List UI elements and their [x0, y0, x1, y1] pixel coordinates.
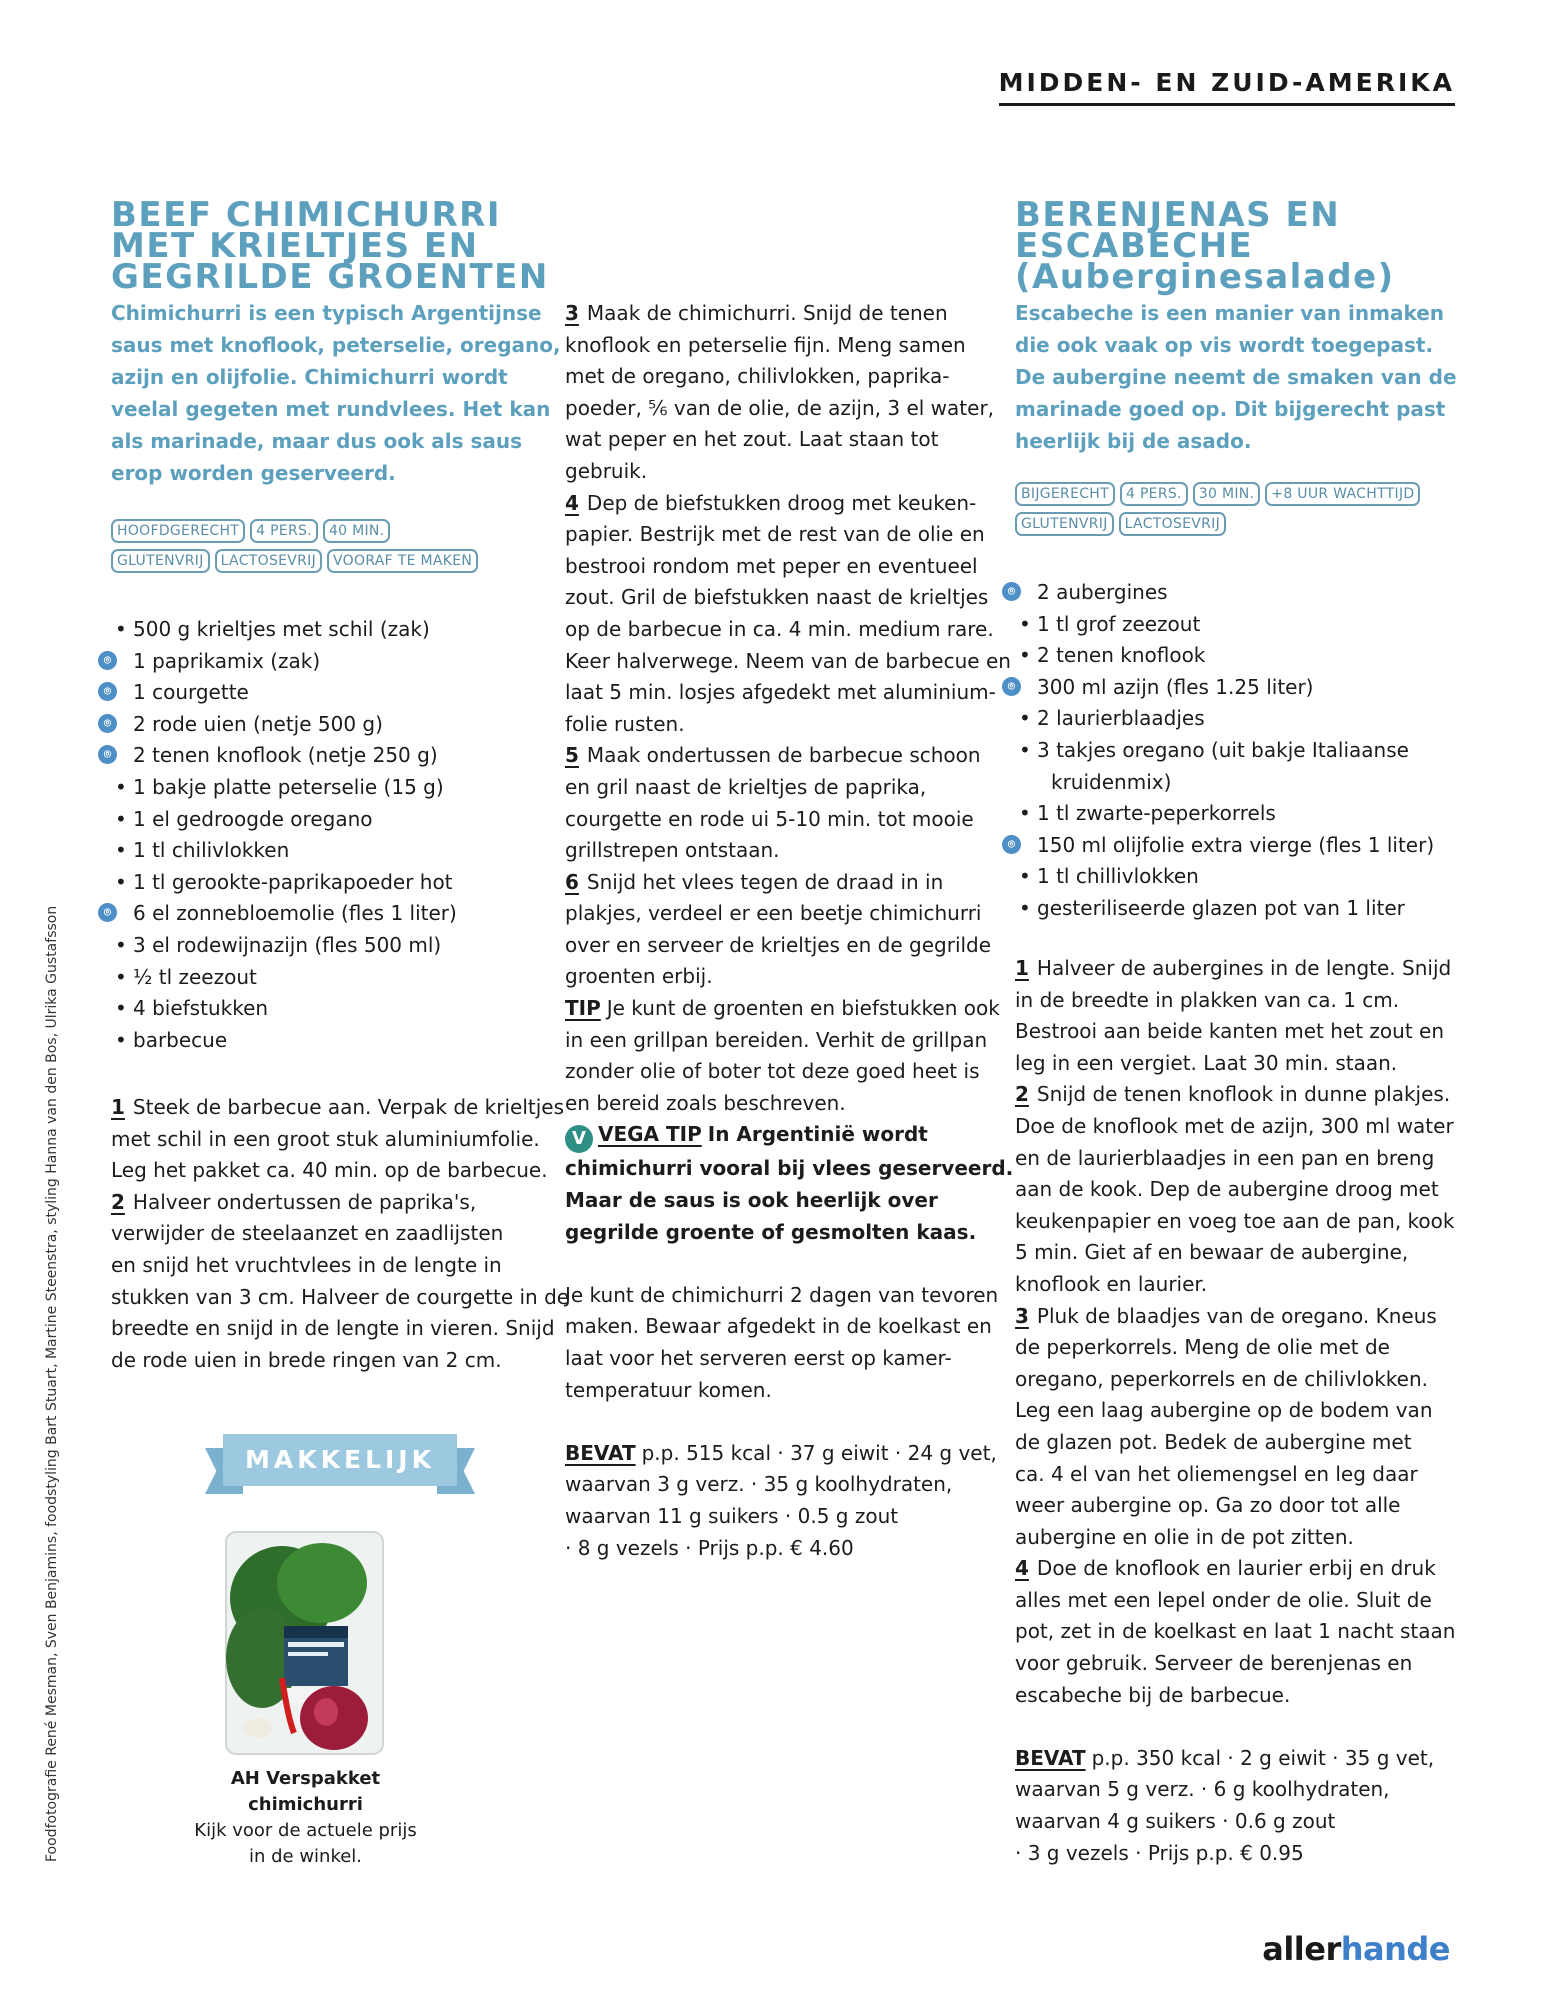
text-line: wat peper en het zout. Laat staan tot [565, 427, 939, 452]
text-line: GEGRILDE GROENTEN [111, 257, 549, 297]
text-line: oregano, peperkorrels en de chilivlokken. [1015, 1366, 1428, 1391]
step-2: 2 Snijd de tenen knoflook in dunne plakjes. [1015, 1082, 1451, 1107]
step-number: 3 [565, 301, 579, 325]
text-line: alles met een lepel onder de olie. Sluit de [1015, 1587, 1432, 1612]
ingredient-item [111, 962, 457, 994]
text-line: marinade goed op. Dit bijgerecht past [1015, 397, 1446, 421]
recipe-tag: 30 MIN. [1193, 482, 1261, 506]
ingredient-text: 1 tl grof zeezout [1037, 611, 1201, 636]
ingredient-item [111, 804, 457, 836]
text-line: de glazen pot. Bedek de aubergine met [1015, 1429, 1412, 1454]
make-ahead-note: Je kunt de chimichurri 2 dagen van tevoren [565, 1282, 999, 1307]
text-line: folie rusten. [565, 711, 685, 736]
recipe2-nutrition: BEVAT p.p. 350 kcal · 2 g eiwit · 35 g vet, [1015, 1745, 1435, 1770]
photo-credit: Foodfotografie René Mesman, Sven Benjamins, foodstyling Bart Stuart, Martine Steenstra, styling Hanna van den Bos, Ulrika Gustafsson [44, 905, 60, 1862]
ingredient-item [103, 646, 457, 678]
allerhande-logo [1262, 1930, 1450, 1968]
step-number: 6 [565, 869, 579, 894]
bullet-icon: • [1019, 737, 1031, 762]
text-line: poeder, ⅚ van de olie, de azijn, 3 el water, [565, 395, 995, 420]
step-number: 4 [565, 490, 579, 515]
text-line: plakjes, verdeel er een beetje chimichurri [565, 901, 982, 926]
organic-icon: ⌾ [1002, 677, 1021, 696]
text-line: Escabeche is een manier van inmaken [1015, 301, 1445, 325]
text-line: escabeche bij de barbecue. [1015, 1682, 1291, 1707]
ingredient-item [111, 993, 457, 1025]
recipe-tag: VOORAF TE MAKEN [327, 549, 478, 573]
recipe2-tag-row-2 [1015, 512, 1420, 536]
ingredient-item [1015, 703, 1434, 735]
recipe-tag: 4 PERS. [1120, 482, 1188, 506]
vega-badge-icon: V [565, 1125, 593, 1153]
bullet-icon: • [115, 964, 127, 989]
vega-tip-label: VEGA TIP [598, 1122, 702, 1147]
text-line: De aubergine neemt de smaken van de [1015, 365, 1457, 389]
text-line: temperatuur komen. [565, 1377, 772, 1402]
text-line: gebruik. [565, 458, 648, 483]
ingredient-item [111, 1025, 457, 1057]
ingredient-item [1015, 798, 1434, 830]
text-line: papier. Bestrijk met de rest van de olie en [565, 522, 985, 547]
text-line: · 8 g vezels · Prijs p.p. € 4.60 [565, 1535, 854, 1560]
text-line: op de barbecue in ca. 4 min. medium rare. [565, 616, 994, 641]
ingredient-item [103, 709, 457, 741]
difficulty-ribbon [205, 1432, 475, 1498]
recipe1-steps-col2 [565, 298, 1013, 1564]
text-line: zonder olie of boter tot deze goed heet is [565, 1059, 980, 1084]
ingredient-item [111, 867, 457, 899]
text-line: waarvan 11 g suikers · 0.5 g zout [565, 1503, 899, 1528]
ingredient-item [111, 835, 457, 867]
step-1: 1 Steek de barbecue aan. Verpak de krieltjes [111, 1095, 565, 1119]
ingredient-item [1015, 893, 1434, 925]
text-line: azijn en olijfolie. Chimichurri wordt [111, 365, 508, 389]
tip-label: TIP [565, 996, 601, 1021]
text-line: in een grillpan bereiden. Verhit de grillpan [565, 1027, 988, 1052]
step-number: 2 [111, 1189, 125, 1214]
ingredient-item [1015, 609, 1434, 641]
text-line: Doe de knoflook met de azijn, 300 ml water [1015, 1113, 1454, 1138]
text-line: in de breedte in plakken van ca. 1 cm. [1015, 987, 1400, 1012]
ingredient-text: 1 bakje platte peterselie (15 g) [133, 774, 444, 799]
organic-icon: ⌾ [1002, 835, 1021, 854]
organic-icon: ⌾ [98, 745, 117, 764]
ingredient-text: 1 courgette [133, 680, 249, 705]
text-line: groenten erbij. [565, 964, 713, 989]
text-line: Maar de saus is ook heerlijk over [565, 1188, 938, 1213]
product-price-note-line2: in de winkel. [248, 1846, 363, 1867]
ingredient-item [1015, 767, 1434, 799]
recipe1-steps-col1 [111, 1092, 569, 1376]
ingredient-text: ½ tl zeezout [133, 964, 257, 989]
text-line: waarvan 5 g verz. · 6 g koolhydraten, [1015, 1777, 1390, 1802]
text-line: weer aubergine op. Ga zo door tot alle [1015, 1493, 1401, 1518]
text-line: grillstrepen ontstaan. [565, 838, 780, 863]
ingredient-item [111, 614, 457, 646]
bullet-icon: • [115, 806, 127, 831]
recipe-tag: GLUTENVRIJ [111, 549, 210, 573]
bullet-icon: • [115, 869, 127, 894]
text-line: waarvan 4 g suikers · 0.6 g zout [1015, 1809, 1336, 1834]
text-line: leg in een vergiet. Laat 30 min. staan. [1015, 1050, 1398, 1075]
ingredient-text: 2 rode uien (netje 500 g) [133, 711, 383, 736]
ingredient-item [103, 740, 457, 772]
bullet-icon: • [115, 932, 127, 957]
ingredient-text: 1 paprikamix (zak) [133, 648, 321, 673]
text-line: voor gebruik. Serveer de berenjenas en [1015, 1651, 1413, 1676]
text-line: laat voor het serveren eerst op kamer- [565, 1346, 952, 1370]
logo-part-1: aller [1262, 1930, 1341, 1968]
recipe-tag: LACTOSEVRIJ [1119, 512, 1226, 536]
bullet-icon: • [115, 1027, 127, 1052]
ingredient-item [111, 930, 457, 962]
bevat-label: BEVAT [565, 1440, 636, 1465]
product-name-line2: chimichurri [248, 1794, 363, 1815]
ingredient-item [103, 898, 457, 930]
bullet-icon: • [115, 617, 127, 641]
text-line: courgette en rode ui 5-10 min. tot mooie [565, 806, 974, 831]
step-number: 5 [565, 743, 579, 768]
bevat-label: BEVAT [1015, 1745, 1086, 1770]
text-line: waarvan 3 g verz. · 35 g koolhydraten, [565, 1472, 953, 1497]
bullet-icon: • [115, 996, 127, 1021]
recipe2-tag-row-1 [1015, 482, 1420, 506]
recipe-tag: 4 PERS. [250, 519, 318, 543]
text-line: BEEF CHIMICHURRI [111, 195, 501, 235]
recipe1-ingredients [103, 614, 457, 1056]
recipe-tag: LACTOSEVRIJ [215, 549, 322, 573]
step-5: 5 Maak ondertussen de barbecue schoon [565, 743, 981, 768]
ingredient-text: kruidenmix) [1051, 769, 1172, 794]
recipe1-title [111, 195, 549, 297]
recipe2-tags [1015, 482, 1420, 542]
ingredient-text: 1 tl gerookte-paprikapoeder hot [133, 869, 453, 894]
product-package-image [222, 1528, 387, 1758]
text-line: laat 5 min. losjes afgedekt met aluminium- [565, 680, 996, 705]
recipe1-nutrition: BEVAT p.p. 515 kcal · 37 g eiwit · 24 g vet, [565, 1440, 997, 1465]
step-3: 3 Pluk de blaadjes van de oregano. Kneus [1015, 1303, 1437, 1328]
text-line: met schil in een groot stuk aluminiumfolie. [111, 1126, 540, 1151]
text-line: aan de kook. Dep de aubergine droog met [1015, 1177, 1439, 1202]
bullet-icon: • [1019, 706, 1031, 731]
text-line: MET KRIELTJES EN [111, 226, 479, 266]
organic-icon: ⌾ [1002, 582, 1021, 601]
bullet-icon: • [1019, 643, 1031, 668]
step-number: 2 [1015, 1082, 1029, 1107]
recipe2-title [1015, 195, 1395, 297]
text-line: maken. Bewaar afgedekt in de koelkast en [565, 1314, 992, 1339]
text-line: gegrilde groente of gesmolten kaas. [565, 1219, 977, 1244]
ingredient-item [1007, 830, 1435, 862]
step-3: 3 Maak de chimichurri. Snijd de tenen [565, 301, 948, 325]
ingredient-text: 500 g krieltjes met schil (zak) [133, 617, 430, 641]
recipe2-steps [1015, 953, 1455, 1869]
ingredient-item [1015, 735, 1434, 767]
ingredient-text: 1 tl zwarte-peperkorrels [1037, 801, 1276, 826]
ingredient-item [1007, 577, 1434, 609]
step-6: 6 Snijd het vlees tegen de draad in in [565, 869, 944, 894]
text-line: · 3 g vezels · Prijs p.p. € 0.95 [1015, 1840, 1304, 1865]
step-number: 4 [1015, 1556, 1029, 1581]
recipe1-tags [111, 519, 478, 579]
text-line: Leg een laag aubergine op de bodem van [1015, 1398, 1433, 1423]
text-line: de peperkorrels. Meng de olie met de [1015, 1335, 1390, 1360]
ingredient-text: 3 el rodewijnazijn (fles 500 ml) [133, 932, 442, 957]
text-line: over en serveer de krieltjes en de gegrilde [565, 932, 992, 957]
step-number: 1 [1015, 956, 1029, 980]
text-line: knoflook en laurier. [1015, 1271, 1208, 1296]
recipe-tag: BIJGERECHT [1015, 482, 1115, 506]
organic-icon: ⌾ [98, 903, 117, 922]
ingredient-text: 1 el gedroogde oregano [133, 806, 373, 831]
text-line: keukenpapier en voeg toe aan de pan, kook [1015, 1208, 1455, 1233]
text-line: breedte en snijd in de lengte in vieren. Snijd [111, 1316, 555, 1341]
ingredient-text: 2 aubergines [1037, 580, 1168, 604]
text-line: ESCABECHE [1015, 226, 1254, 266]
text-line: aubergine en olie in de pot zitten. [1015, 1524, 1354, 1549]
ingredient-text: gesteriliseerde glazen pot van 1 liter [1037, 895, 1405, 920]
ingredient-text: 3 takjes oregano (uit bakje Italiaanse [1037, 737, 1409, 762]
section-header: MIDDEN- EN ZUID-AMERIKA [999, 68, 1455, 106]
text-line: verwijder de steelaanzet en zaadlijsten [111, 1221, 504, 1246]
product-name-line1: AH Verspakket [230, 1768, 381, 1789]
ingredient-item [103, 677, 457, 709]
text-line: knoflook en peterselie fijn. Meng samen [565, 332, 966, 357]
text-line: chimichurri vooral bij vlees geserveerd. [565, 1156, 1014, 1181]
recipe-tag: HOOFDGERECHT [111, 519, 245, 543]
step-number: 1 [111, 1095, 125, 1119]
text-line: als marinade, maar dus ook als saus [111, 429, 523, 453]
logo-part-2: hande [1340, 1930, 1450, 1968]
text-line: pot, zet in de koelkast en laat 1 nacht staan [1015, 1619, 1456, 1644]
ingredient-text: 1 tl chilivlokken [133, 838, 290, 863]
ingredient-text: 150 ml olijfolie extra vierge (fles 1 liter) [1037, 832, 1435, 857]
difficulty-badge: MAKKELIJK [223, 1434, 457, 1486]
recipe1-intro [111, 297, 561, 489]
text-line: Bestrooi aan beide kanten met het zout en [1015, 1019, 1445, 1044]
recipe-tag: GLUTENVRIJ [1015, 512, 1114, 536]
ingredient-text: 4 biefstukken [133, 996, 269, 1021]
text-line: en snijd het vruchtvlees in de lengte in [111, 1252, 502, 1277]
ingredient-text: 6 el zonnebloemolie (fles 1 liter) [133, 901, 457, 926]
text-line: die ook vaak op vis wordt toegepast. [1015, 333, 1434, 357]
text-line: Leg het pakket ca. 40 min. op de barbecue. [111, 1158, 548, 1183]
text-line: 5 min. Giet af en bewaar de aubergine, [1015, 1240, 1409, 1265]
ingredient-text: 2 tenen knoflook (netje 250 g) [133, 743, 438, 768]
recipe1-tag-row-1 [111, 519, 478, 543]
text-line: saus met knoflook, peterselie, oregano, [111, 333, 561, 357]
bullet-icon: • [1019, 895, 1031, 920]
recipe-tag: +8 UUR WACHTTIJD [1265, 482, 1420, 506]
recipe1-tag-row-2 [111, 549, 478, 573]
text-line: (Auberginesalade) [1015, 257, 1395, 297]
text-line: de rode uien in brede ringen van 2 cm. [111, 1347, 502, 1372]
text-line: ca. 4 el van het oliemengsel en leg daar [1015, 1461, 1418, 1486]
text-line: Chimichurri is een typisch Argentijnse [111, 301, 542, 325]
step-4: 4 Doe de knoflook en laurier erbij en druk [1015, 1556, 1436, 1581]
step-1: 1 Halveer de aubergines in de lengte. Snijd [1015, 956, 1452, 980]
ingredient-item [1015, 861, 1434, 893]
vega-tip: V VEGA TIP In Argentinië wordt [565, 1119, 1013, 1153]
text-line: heerlijk bij de asado. [1015, 429, 1252, 453]
organic-icon: ⌾ [98, 682, 117, 701]
text-line: met de oregano, chilivlokken, paprika- [565, 364, 950, 389]
bullet-icon: • [1019, 801, 1031, 826]
ingredient-text: 1 tl chillivlokken [1037, 864, 1199, 889]
text-line: en bereid zoals beschreven. [565, 1090, 846, 1115]
ingredient-text: barbecue [133, 1027, 228, 1052]
tip: TIP Je kunt de groenten en biefstukken ook [565, 996, 1000, 1021]
ingredient-item [1015, 640, 1434, 672]
text-line: Keer halverwege. Neem van de barbecue en [565, 648, 1011, 673]
product-caption [178, 1766, 433, 1870]
text-line: en gril naast de krieltjes de paprika, [565, 774, 927, 799]
text-line: erop worden geserveerd. [111, 461, 396, 485]
step-2: 2 Halveer ondertussen de paprika's, [111, 1189, 477, 1214]
ingredient-item [1007, 672, 1434, 704]
step-number: 3 [1015, 1303, 1029, 1328]
ingredient-text: 2 tenen knoflook [1037, 643, 1206, 668]
ingredient-text: 300 ml azijn (fles 1.25 liter) [1037, 674, 1314, 699]
organic-icon: ⌾ [98, 651, 117, 670]
bullet-icon: • [115, 774, 127, 799]
text-line: veelal gegeten met rundvlees. Het kan [111, 397, 551, 421]
ingredient-item [111, 772, 457, 804]
organic-icon: ⌾ [98, 714, 117, 733]
text-line: en de laurierblaadjes in een pan en breng [1015, 1145, 1435, 1170]
ingredient-text: 2 laurierblaadjes [1037, 706, 1205, 731]
text-line: bestrooi rondom met peper en eventueel [565, 553, 978, 578]
recipe2-ingredients [1007, 577, 1435, 925]
text-line: stukken van 3 cm. Halveer de courgette in de [111, 1284, 570, 1309]
bullet-icon: • [115, 838, 127, 863]
step-4: 4 Dep de biefstukken droog met keuken- [565, 490, 977, 515]
bullet-icon: • [1019, 864, 1031, 889]
recipe-tag: 40 MIN. [323, 519, 391, 543]
text-line: BERENJENAS EN [1015, 195, 1341, 235]
recipe2-intro [1015, 297, 1457, 457]
bullet-icon: • [1019, 611, 1031, 636]
text-line: zout. Gril de biefstukken naast de krieltjes [565, 585, 989, 610]
product-price-note-line1: Kijk voor de actuele prijs [194, 1820, 417, 1841]
